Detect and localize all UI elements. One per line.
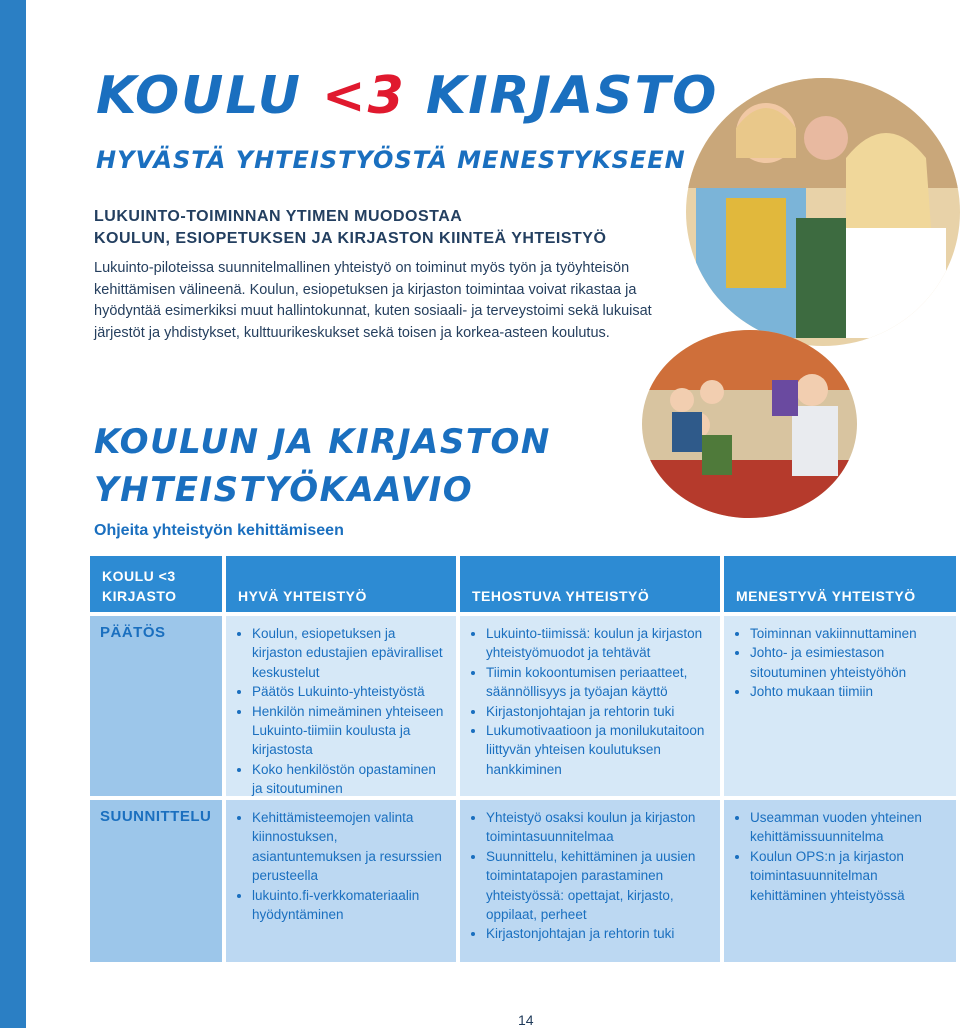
- list-item: • Päätös Lukuinto-yhteistyöstä: [252, 682, 448, 701]
- storytime-photo: [642, 330, 857, 518]
- children-reading-photo: [686, 78, 960, 346]
- heart-symbol: <3: [322, 66, 406, 126]
- list-item: • Tiimin kokoontumisen periaatteet, säännöllisyys ja työajan käyttö: [486, 663, 712, 702]
- header-menestyva-yhteistyo: MENESTYVÄ YHTEISTYÖ: [724, 556, 956, 612]
- list-item: • Lukuinto-tiimissä: koulun ja kirjaston yhteistyömuodot ja tehtävät: [486, 624, 712, 663]
- header-koulu-kirjasto: KOULU <3 KIRJASTO: [90, 556, 222, 612]
- intro-paragraph: Lukuinto-piloteissa suunnitelmallinen yhteistyö on toiminut myös työn ja työyhteisön kehittämisen välineenä. Koulun, esiopetuksen ja kirjaston toimintaa voivat rikastaa ja hyödyntää esimerkiksi muut hallintokunnat, kuten sosiaali- ja terveystoimi sekä lukuisat järjestöt ja yhdistykset, kulttuurikeskukset sekä toisen ja korkea-asteen koulutus.: [94, 260, 652, 341]
- list-item: • Kirjastonjohtajan ja rehtorin tuki: [486, 702, 712, 721]
- cell-paatos-tehostuva: [460, 616, 720, 796]
- list-item: • lukuinto.fi-verkkomateriaalin hyödyntäminen: [252, 886, 448, 925]
- cell-paatos-hyva: [226, 616, 456, 796]
- list-item: • Koko henkilöstön opastaminen ja sitoutuminen: [252, 760, 448, 799]
- cell-suunnittelu-hyva: [226, 800, 456, 962]
- cell-paatos-menestyva: [724, 616, 956, 796]
- list-item: • Useamman vuoden yhteinen kehittämissuunnitelma: [750, 808, 948, 847]
- intro-heading: LUKUINTO-TOIMINNAN YTIMEN MUODOSTAA KOULUN, ESIOPETUKSEN JA KIRJASTON KIINTEÄ YHTEISTYÖ: [94, 208, 607, 247]
- list-item: • Suunnittelu, kehittäminen ja uusien toimintatapojen parastaminen yhteistyössä: opettajat, kirjasto, oppilaat, perheet: [486, 847, 712, 925]
- list-item: • Kirjastonjohtajan ja rehtorin tuki: [486, 924, 712, 943]
- header-hyva-yhteistyo: HYVÄ YHTEISTYÖ: [226, 556, 456, 612]
- cell-suunnittelu-tehostuva: [460, 800, 720, 962]
- row-label-suunnittelu: SUUNNITTELU: [90, 800, 222, 962]
- page-title: KOULU <3 KIRJASTO: [96, 66, 719, 126]
- row-label-paatos: PÄÄTÖS: [90, 616, 222, 796]
- list-item: • Kehittämisteemojen valinta kiinnostuksen, asiantuntemuksen ja resurssien perusteella: [252, 808, 448, 886]
- header-tehostuva-yhteistyo: TEHOSTUVA YHTEISTYÖ: [460, 556, 720, 612]
- list-item: • Yhteistyö osaksi koulun ja kirjaston toimintasuunnitelmaa: [486, 808, 712, 847]
- cell-suunnittelu-menestyva: [724, 800, 956, 962]
- side-accent-bar: [0, 0, 26, 1028]
- list-item: • Johto mukaan tiimiin: [750, 682, 948, 701]
- section-subtitle: Ohjeita yhteistyön kehittämiseen: [94, 522, 344, 539]
- list-item: • Henkilön nimeäminen yhteiseen Lukuinto-tiimiin koulusta ja kirjastosta: [252, 702, 448, 760]
- list-item: • Johto- ja esimiestason sitoutuminen yhteistyöhön: [750, 643, 948, 682]
- list-item: • Koulun OPS:n ja kirjaston toimintasuunnitelman kehittäminen yhteistyössä: [750, 847, 948, 905]
- list-item: • Koulun, esiopetuksen ja kirjaston edustajien epäviralliset keskustelut: [252, 624, 448, 682]
- section-title: KOULUN JA KIRJASTON YHTEISTYÖKAAVIO: [94, 422, 551, 510]
- page-subtitle: HYVÄSTÄ YHTEISTYÖSTÄ MENESTYKSEEN: [96, 146, 686, 174]
- page-number: 14: [518, 1012, 534, 1028]
- list-item: • Lukumotivaatioon ja monilukutaitoon liittyvän yhteisen koulutuksen hankkiminen: [486, 721, 712, 779]
- list-item: • Toiminnan vakiinnuttaminen: [750, 624, 948, 643]
